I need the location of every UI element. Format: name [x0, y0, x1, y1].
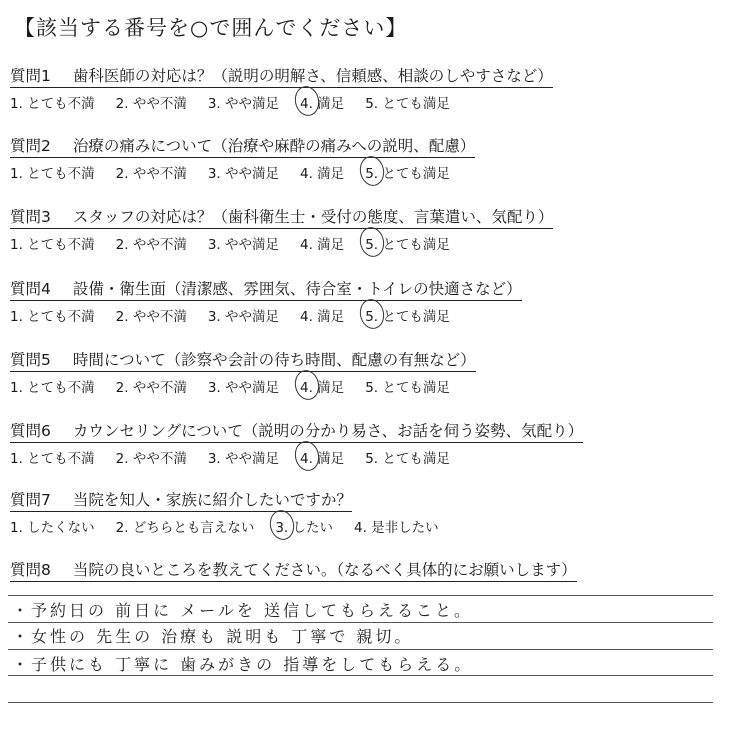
option-row	[10, 92, 725, 112]
question-title	[10, 488, 352, 512]
question-6	[10, 419, 725, 467]
answer-option[interactable]: 3. やや満足	[207, 380, 280, 396]
answer-option[interactable]: 4. 満足	[300, 376, 344, 396]
answer-option[interactable]: 3. やや満足	[207, 237, 280, 253]
answer-option[interactable]: 5. とても満足	[365, 96, 450, 112]
handwritten-answer: ・子供にも 丁寧に 歯みがきの 指導をしてもらえる。	[12, 655, 474, 674]
question-4	[10, 277, 725, 325]
question-text: 歯科医師の対応は？（説明の明解さ、信頼感、相談のしやすさなど）	[72, 67, 553, 85]
answer-option[interactable]: 4. 満足	[300, 92, 344, 112]
answer-option[interactable]: 4. 満足	[300, 237, 345, 253]
answer-option[interactable]: 2. やや不満	[115, 380, 187, 396]
question-7	[10, 488, 725, 536]
selection-circle-mark	[292, 368, 322, 402]
question-text: カウンセリングについて（説明の分かり易さ、お話を伺う姿勢、気配り）	[72, 422, 584, 440]
answer-option[interactable]: 4. 満足	[300, 309, 345, 325]
question-text: 当院の良いところを教えてください。（なるべく具体的にお願いします）	[72, 561, 577, 579]
question-title	[10, 64, 553, 88]
answer-option[interactable]: 3. やや満足	[207, 309, 280, 325]
answer-option[interactable]: 1. とても不満	[10, 166, 95, 182]
answer-rule-line	[8, 649, 713, 650]
answer-rule-line	[8, 622, 713, 623]
question-text: 当院を知人・家族に紹介したいですか？	[72, 491, 352, 509]
option-row	[10, 516, 725, 536]
answer-option[interactable]: 3. やや満足	[207, 166, 280, 182]
answer-option[interactable]: 3. したい	[275, 516, 333, 536]
option-row	[10, 162, 725, 182]
answer-option[interactable]: 4. 是非したい	[354, 520, 439, 536]
question-number: 質問2	[10, 137, 51, 155]
question-number: 質問5	[10, 351, 51, 369]
answer-option[interactable]: 5. とても満足	[365, 451, 450, 467]
answer-option[interactable]: 1. とても不満	[10, 237, 95, 253]
answer-option[interactable]: 5. とても満足	[365, 305, 450, 325]
question-8	[10, 558, 725, 582]
question-text: 設備・衛生面（清潔感、雰囲気、待合室・トイレの快適さなど）	[72, 280, 522, 298]
question-2	[10, 134, 725, 182]
question-title	[10, 205, 553, 229]
option-row	[10, 447, 725, 467]
selection-circle-mark	[357, 297, 387, 331]
handwritten-answer: ・予約日の 前日に メールを 送信してもらえること。	[12, 601, 473, 620]
option-row	[10, 233, 725, 253]
question-number: 質問7	[10, 491, 51, 509]
answer-option[interactable]: 4. 満足	[300, 166, 345, 182]
answer-option[interactable]: 4. 満足	[300, 447, 344, 467]
answer-option[interactable]: 2. やや不満	[115, 309, 187, 325]
answer-option[interactable]: 1. とても不満	[10, 309, 95, 325]
question-title	[10, 348, 476, 372]
selection-circle-mark	[357, 154, 387, 188]
answer-option[interactable]: 1. したくない	[10, 520, 95, 536]
answer-option[interactable]: 2. やや不満	[115, 166, 187, 182]
question-5	[10, 348, 725, 396]
answer-option[interactable]: 2. やや不満	[115, 237, 187, 253]
answer-option[interactable]: 1. とても不満	[10, 451, 95, 467]
answer-option[interactable]: 2. やや不満	[115, 451, 187, 467]
question-number: 質問4	[10, 280, 51, 298]
question-title	[10, 558, 577, 582]
handwritten-answer: ・女性の 先生の 治療も 説明も 丁寧で 親切。	[12, 627, 414, 646]
question-title	[10, 134, 475, 158]
answer-option[interactable]: 2. やや不満	[115, 96, 187, 112]
question-number: 質問6	[10, 422, 51, 440]
question-text: 時間について（診察や会計の待ち時間、配慮の有無など）	[72, 351, 476, 369]
selection-circle-mark	[292, 84, 322, 118]
question-1	[10, 64, 725, 112]
answer-option[interactable]: 3. やや満足	[207, 451, 280, 467]
option-row	[10, 376, 725, 396]
answer-rule-line	[8, 595, 713, 596]
answer-option[interactable]: 5. とても満足	[365, 162, 450, 182]
answer-rule-line	[8, 675, 713, 676]
question-number: 質問3	[10, 208, 51, 226]
form-instruction-header: 【該当する番号を○で囲んでください】	[14, 16, 408, 40]
selection-circle-mark	[267, 508, 297, 542]
answer-option[interactable]: 5. とても満足	[365, 233, 450, 253]
answer-option[interactable]: 1. とても不満	[10, 380, 95, 396]
answer-rule-line	[8, 702, 713, 703]
question-text: 治療の痛みについて（治療や麻酔の痛みへの説明、配慮）	[72, 137, 476, 155]
selection-circle-mark	[357, 225, 387, 259]
question-title	[10, 419, 583, 443]
question-title	[10, 277, 522, 301]
answer-option[interactable]: 5. とても満足	[365, 380, 450, 396]
answer-option[interactable]: 1. とても不満	[10, 96, 95, 112]
question-text: スタッフの対応は？（歯科衛生士・受付の態度、言葉遣い、気配り）	[72, 208, 554, 226]
option-row	[10, 305, 725, 325]
answer-option[interactable]: 2. どちらとも言えない	[115, 520, 255, 536]
question-number: 質問8	[10, 561, 51, 579]
question-number: 質問1	[10, 67, 51, 85]
selection-circle-mark	[292, 439, 322, 473]
question-3	[10, 205, 725, 253]
answer-option[interactable]: 3. やや満足	[207, 96, 280, 112]
